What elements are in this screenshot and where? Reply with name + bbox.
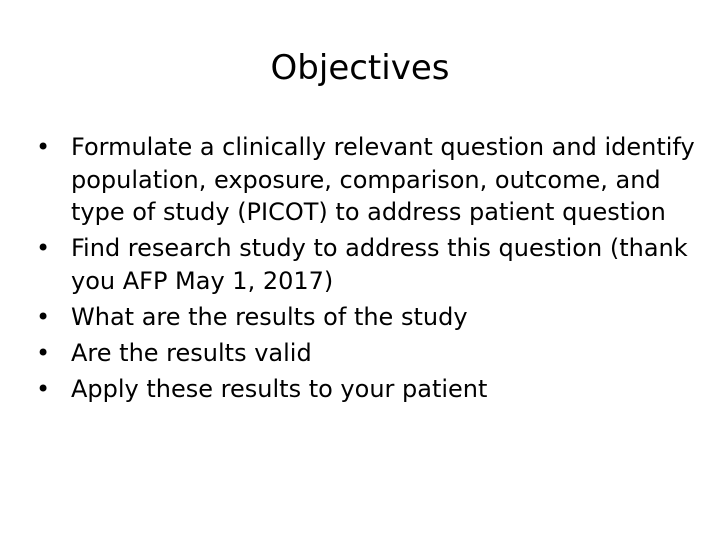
bullet-item (36, 232, 696, 297)
bullet-text: Are the results valid (71, 338, 312, 367)
bullet-dot-icon: • (36, 234, 51, 262)
bullet-dot-icon: • (36, 133, 51, 161)
bullet-text: Formulate a clinically relevant question and identify population, exposure, comparison, outcome, and type of study (PICOT) to address patient question (71, 133, 695, 226)
slide-title: Objectives (270, 48, 450, 88)
bullet-item (36, 337, 696, 370)
bullet-item (36, 131, 696, 229)
bullet-item (36, 373, 696, 406)
bullet-dot-icon: • (36, 338, 51, 367)
bullet-text: What are the results of the study (71, 302, 468, 331)
bullet-text: Find research study to address this question (thank you AFP May 1, 2017) (71, 234, 688, 295)
bullet-dot-icon: • (36, 302, 51, 331)
bullet-text: Apply these results to your patient (71, 374, 488, 403)
bullet-dot-icon: • (36, 374, 51, 403)
bullet-item (36, 301, 696, 334)
bullet-list (36, 131, 696, 409)
